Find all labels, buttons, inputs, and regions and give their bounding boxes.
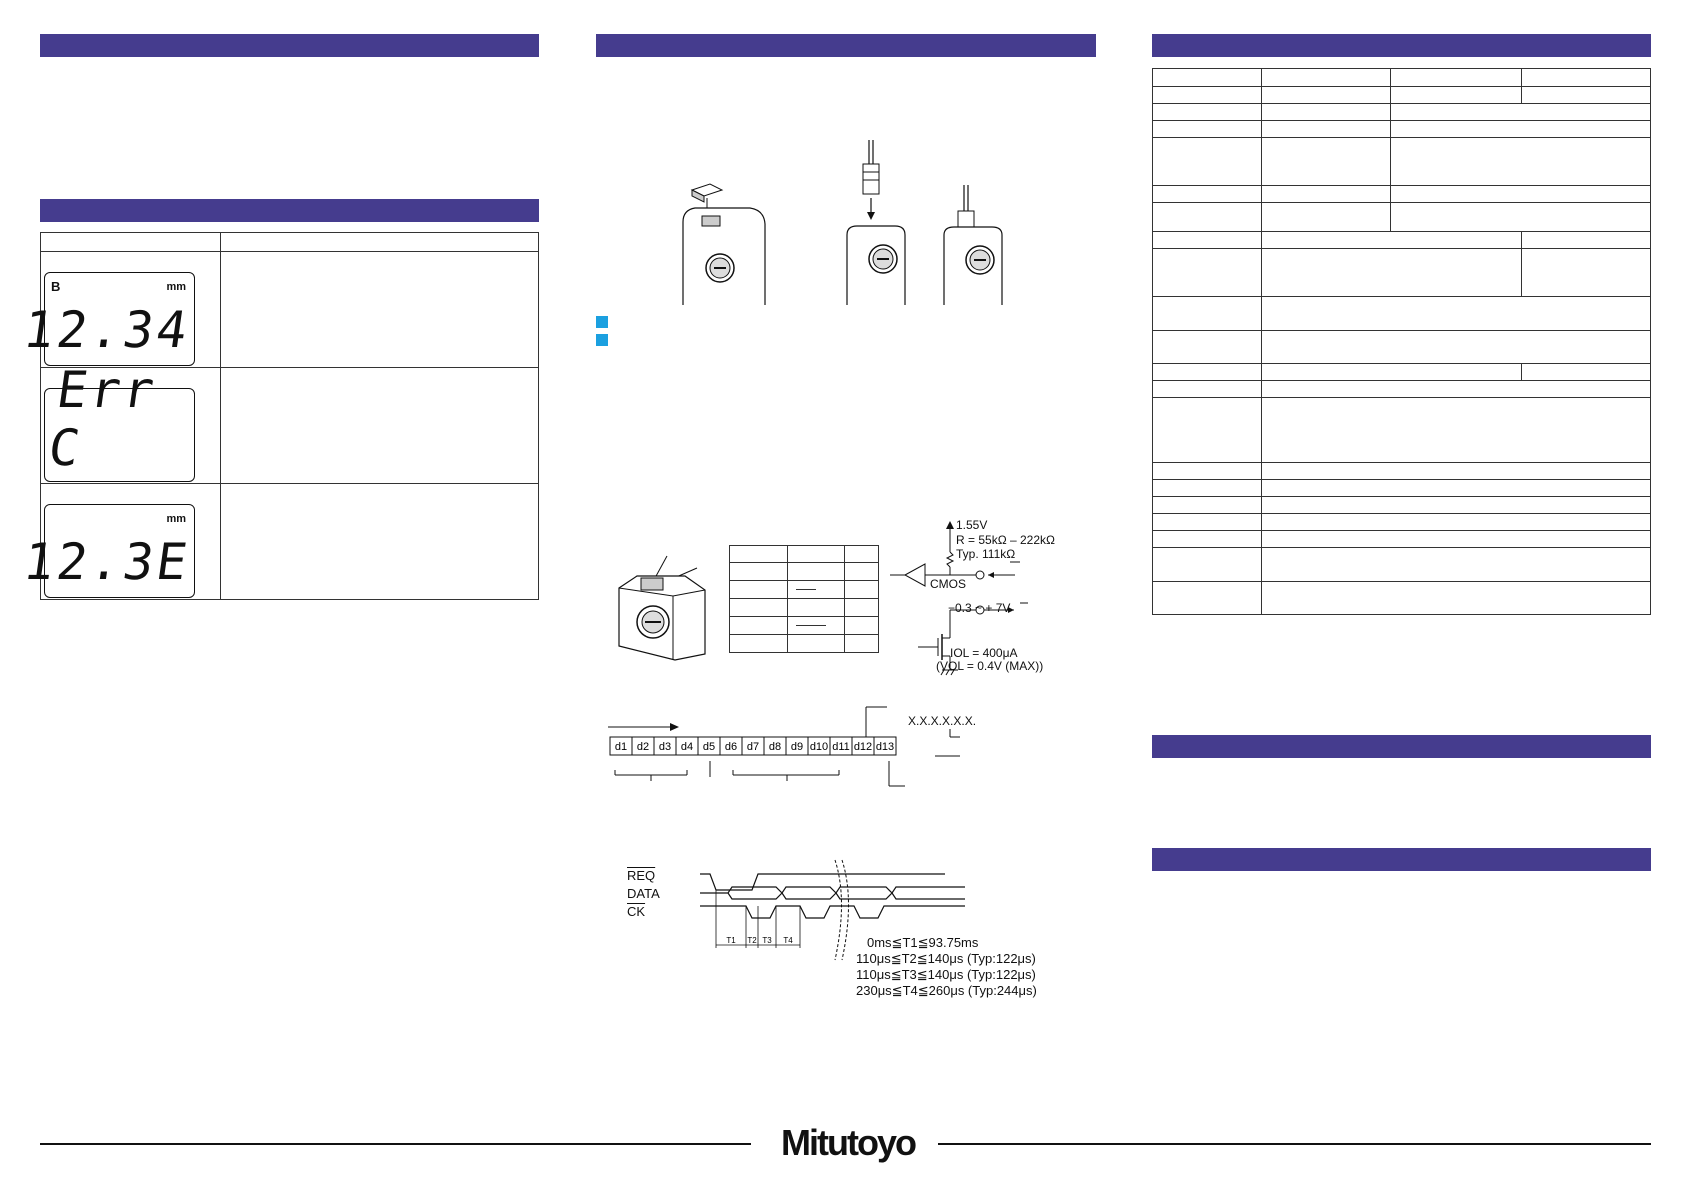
lcd-display-error	[44, 361, 195, 482]
timing-spec-t3: 110μs≦T3≦140μs (Typ:122μs)	[856, 967, 1036, 982]
note-bullet-1	[596, 316, 608, 328]
section-bar-left-1	[40, 34, 539, 57]
digit-label: d4	[680, 741, 694, 753]
specifications-table	[1152, 68, 1651, 615]
display-table	[20, 232, 539, 600]
section-bar-right-1	[1152, 34, 1651, 57]
footer-rule-left	[40, 1143, 751, 1145]
timing-spec-t4: 230μs≦T4≦260μs (Typ:244μs)	[856, 983, 1037, 998]
signal-data: DATA	[627, 886, 660, 901]
pin-table	[729, 545, 879, 653]
signal-req: $\overline{REQ}$	[627, 868, 656, 883]
circuit-cmos-label: CMOS	[930, 577, 966, 591]
lcd-unit-label: mm	[166, 513, 186, 525]
digit-label: d13	[875, 741, 895, 753]
lcd-error-value: Err C	[45, 361, 161, 477]
circuit-vol: (VOL = 0.4V (MAX))	[936, 659, 1044, 673]
section-bar-right-3	[1152, 848, 1651, 871]
circuit-iol: IOL = 400μA	[950, 646, 1018, 660]
lcd-value: 12.3E	[20, 533, 195, 591]
digit-label: d8	[768, 741, 782, 753]
decimal-point-pattern: X.X.X.X.X.X.	[908, 714, 977, 728]
digit-label: d12	[853, 741, 873, 753]
lcd-display-overflow	[20, 504, 195, 598]
digit-label: d6	[724, 741, 738, 753]
timing-interval-t2: T2	[747, 936, 757, 945]
mitutoyo-logo: Mitutoyo	[781, 1122, 915, 1163]
digit-label: d9	[790, 741, 804, 753]
timing-spec-t1: 0ms≦T1≦93.75ms	[867, 935, 979, 950]
device-cable-connected	[942, 185, 1012, 310]
digit-label: d3	[658, 741, 672, 753]
note-bullet-2	[596, 334, 608, 346]
footer-rule-right	[938, 1143, 1651, 1145]
section-bar-left-2	[40, 199, 539, 222]
digit-label: d10	[809, 741, 829, 753]
timing-interval-t4: T4	[783, 936, 793, 945]
digit-label: d11	[832, 741, 850, 753]
circuit-output-range: −0.3 ~ + 7V	[948, 601, 1011, 615]
digit-label: d2	[636, 741, 650, 753]
timing-interval-t3: T3	[762, 936, 772, 945]
digit-label: d7	[746, 741, 760, 753]
circuit-resistor: R = 55kΩ – 222kΩ	[956, 533, 1055, 547]
lcd-unit-label: mm	[166, 281, 186, 293]
device-cap-illustration	[680, 180, 780, 310]
section-bar-right-2	[1152, 735, 1651, 758]
lcd-mode-label: B	[51, 279, 61, 294]
circuit-resistor-typ: Typ. 111kΩ	[956, 547, 1016, 561]
section-bar-middle-1	[596, 34, 1096, 57]
lcd-display	[20, 272, 195, 366]
signal-ck: $\overline{CK}$	[627, 904, 646, 919]
timing-spec-t2: 110μs≦T2≦140μs (Typ:122μs)	[856, 951, 1036, 966]
lcd-value: 12.34	[20, 301, 195, 359]
digit-label: d1	[614, 741, 628, 753]
timing-interval-t1: T1	[726, 936, 736, 945]
circuit-voltage: 1.55V	[956, 518, 988, 532]
device-cable-insertion	[845, 140, 925, 310]
connector-illustration	[615, 550, 715, 662]
digit-label: d5	[702, 741, 716, 753]
